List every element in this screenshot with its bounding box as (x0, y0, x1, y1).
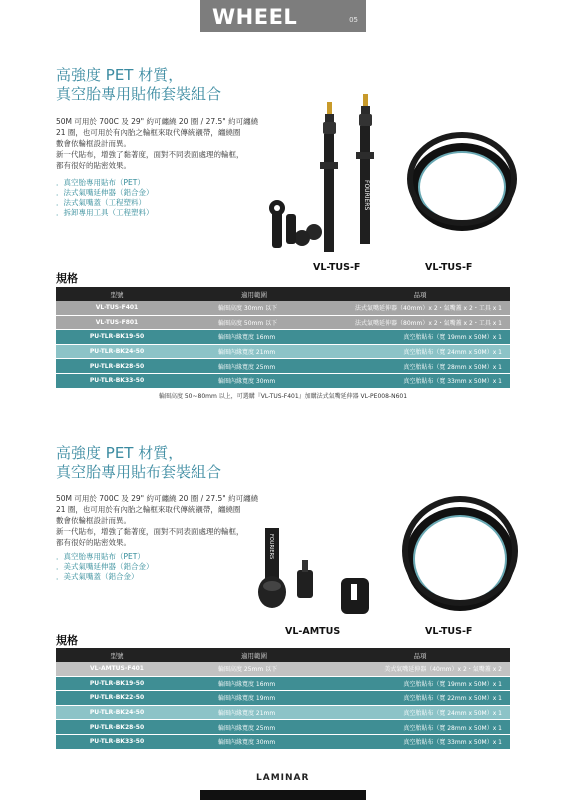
spec-table-2 (56, 648, 510, 749)
footer-bar (200, 790, 366, 800)
table-cell: PU-TLR-BK33-50 (56, 734, 178, 748)
table-cell: 輪圈高度 50mm 以下 (178, 315, 330, 330)
table-cell: 輪圈內緣寬度 25mm (178, 720, 330, 735)
table-row (56, 720, 510, 735)
table-cell: VL-TUS-F801 (56, 315, 178, 330)
desc-line: 21 圈，也可用於有內胎之輪框來取代傳統襯帶，纏繞圈 (56, 505, 241, 514)
desc-line: 新一代貼布，增強了黏著度，面對不同表面處理的輪框， (56, 527, 244, 536)
table-cell: 輪圈內緣寬度 30mm (178, 734, 330, 748)
desc-line: 50M 可用於 700C 及 29" 約可纏繞 20 圈 / 27.5" 約可纏繞 (56, 117, 259, 126)
table-cell: PU-TLR-BK19-50 (56, 330, 178, 345)
valve-label: FOURIERS (268, 534, 274, 560)
rim-tape-image (400, 493, 520, 621)
column-header: 型號 (56, 287, 178, 301)
desc-line: 21 圈，也可用於有內胎之輪框來取代傳統襯帶，纏繞圈 (56, 128, 241, 137)
section2-features (56, 552, 154, 582)
desc-line: 數會依輪框設計而異。 (56, 139, 131, 148)
table-cell: PU-TLR-BK28-50 (56, 720, 178, 735)
table-cell: PU-TLR-BK33-50 (56, 373, 178, 387)
product-caption-right: VL-TUS-F (425, 262, 473, 273)
table-cell: 真空胎貼布（寬 28mm x 50M）x 1 (330, 720, 510, 735)
feature-item: ．美式氣嘴延伸器（鋁合金） (56, 562, 154, 571)
title-line: 高強度 PET 材質， (56, 66, 184, 84)
table-cell: VL-AMTUS-F401 (56, 662, 178, 676)
brand-logo: LAMINAR (256, 773, 310, 783)
table-cell: 美式氣嘴延伸器（40mm）x 2・氣嘴蓋 x 2 (330, 662, 510, 676)
table-row (56, 373, 510, 387)
table-row (56, 705, 510, 720)
feature-item: ．法式氣嘴延伸器（鋁合金） (56, 188, 154, 197)
desc-line: 50M 可用於 700C 及 29" 約可纏繞 20 圈 / 27.5" 約可纏繞 (56, 494, 259, 503)
feature-item: ．法式氣嘴蓋（工程塑料） (56, 198, 146, 207)
am-valve-set-image (245, 526, 385, 622)
product-caption-left: VL-TUS-F (313, 262, 361, 273)
table-row (56, 691, 510, 706)
section1-description (56, 116, 286, 171)
table-cell: PU-TLR-BK28-50 (56, 359, 178, 374)
table-cell: 真空胎貼布（寬 22mm x 50M）x 1 (330, 691, 510, 706)
table-cell: 真空胎貼布（寬 33mm x 50M）x 1 (330, 734, 510, 748)
valve-set-image (262, 90, 392, 260)
section-title: WHEEL (212, 5, 298, 29)
table-note: 輪圈高度 50~80mm 以上，可選購『VL-TUS-F401』加購法式氣嘴延伸器 VL-PE008-N601 (158, 393, 408, 400)
product-caption-left: VL-AMTUS (285, 626, 341, 637)
feature-item: ．美式氣嘴蓋（鋁合金） (56, 572, 139, 581)
column-header: 適用範圍 (178, 287, 330, 301)
table-cell: 輪圈內緣寬度 21mm (178, 705, 330, 720)
table-cell: 輪圈高度 30mm 以下 (178, 301, 330, 315)
table-cell: 法式氣嘴延伸器（40mm）x 2・氣嘴蓋 x 2・工具 x 1 (330, 301, 510, 315)
feature-item: ．真空胎專用貼布（PET） (56, 552, 145, 561)
section1-title (56, 66, 221, 104)
table-row (56, 301, 510, 315)
table-row (56, 330, 510, 345)
table-row (56, 676, 510, 691)
header-bar (200, 0, 366, 32)
title-line: 高強度 PET 材質， (56, 444, 184, 462)
table-cell: 輪圈內緣寬度 16mm (178, 676, 330, 691)
column-header: 品項 (330, 648, 510, 662)
section1-features (56, 178, 154, 218)
table-row (56, 344, 510, 359)
table-cell: 法式氣嘴延伸器（80mm）x 2・氣嘴蓋 x 2・工具 x 1 (330, 315, 510, 330)
table-cell: 真空胎貼布（寬 19mm x 50M）x 1 (330, 676, 510, 691)
desc-line: 新一代貼布，增強了黏著度，面對不同表面處理的輪框， (56, 150, 244, 159)
spec-heading: 規格 (56, 272, 78, 285)
title-line: 真空胎專用貼佈套裝組合 (56, 85, 222, 103)
table-cell: 真空胎貼布（寬 28mm x 50M）x 1 (330, 359, 510, 374)
table-cell: 真空胎貼布（寬 24mm x 50M）x 1 (330, 344, 510, 359)
table-cell: PU-TLR-BK22-50 (56, 691, 178, 706)
section2-title (56, 444, 221, 482)
valve-label: FOURIERS (363, 180, 370, 211)
desc-line: 數會依輪框設計而異。 (56, 516, 131, 525)
table-row (56, 662, 510, 676)
feature-item: ．真空胎專用貼布（PET） (56, 178, 145, 187)
table-cell: 真空胎貼布（寬 19mm x 50M）x 1 (330, 330, 510, 345)
table-header-row (56, 287, 510, 301)
table-cell: 輪圈內緣寬度 30mm (178, 373, 330, 387)
desc-line: 都有很好的貼密效果。 (56, 161, 131, 170)
column-header: 品項 (330, 287, 510, 301)
table-cell: 輪圈內緣寬度 25mm (178, 359, 330, 374)
rim-tape-image (400, 125, 520, 235)
feature-item: ．拆卸專用工具（工程塑料） (56, 208, 154, 217)
table-row (56, 315, 510, 330)
table-cell: 輪圈內緣寬度 21mm (178, 344, 330, 359)
spec-table-1 (56, 287, 510, 388)
desc-line: 都有很好的貼密效果。 (56, 538, 131, 547)
table-row (56, 359, 510, 374)
column-header: 型號 (56, 648, 178, 662)
table-cell: 真空胎貼布（寬 33mm x 50M）x 1 (330, 373, 510, 387)
table-header-row (56, 648, 510, 662)
table-cell: PU-TLR-BK24-50 (56, 705, 178, 720)
table-cell: VL-TUS-F401 (56, 301, 178, 315)
table-cell: 真空胎貼布（寬 24mm x 50M）x 1 (330, 705, 510, 720)
table-cell: PU-TLR-BK24-50 (56, 344, 178, 359)
column-header: 適用範圍 (178, 648, 330, 662)
table-cell: 輪圈內緣寬度 19mm (178, 691, 330, 706)
product-caption-right: VL-TUS-F (425, 626, 473, 637)
table-cell: 輪圈高度 25mm 以下 (178, 662, 330, 676)
table-cell: PU-TLR-BK19-50 (56, 676, 178, 691)
page-number: 05 (349, 16, 358, 24)
title-line: 真空胎專用貼布套裝組合 (56, 463, 222, 481)
table-row (56, 734, 510, 748)
table-cell: 輪圈內緣寬度 16mm (178, 330, 330, 345)
spec-heading: 規格 (56, 634, 78, 647)
